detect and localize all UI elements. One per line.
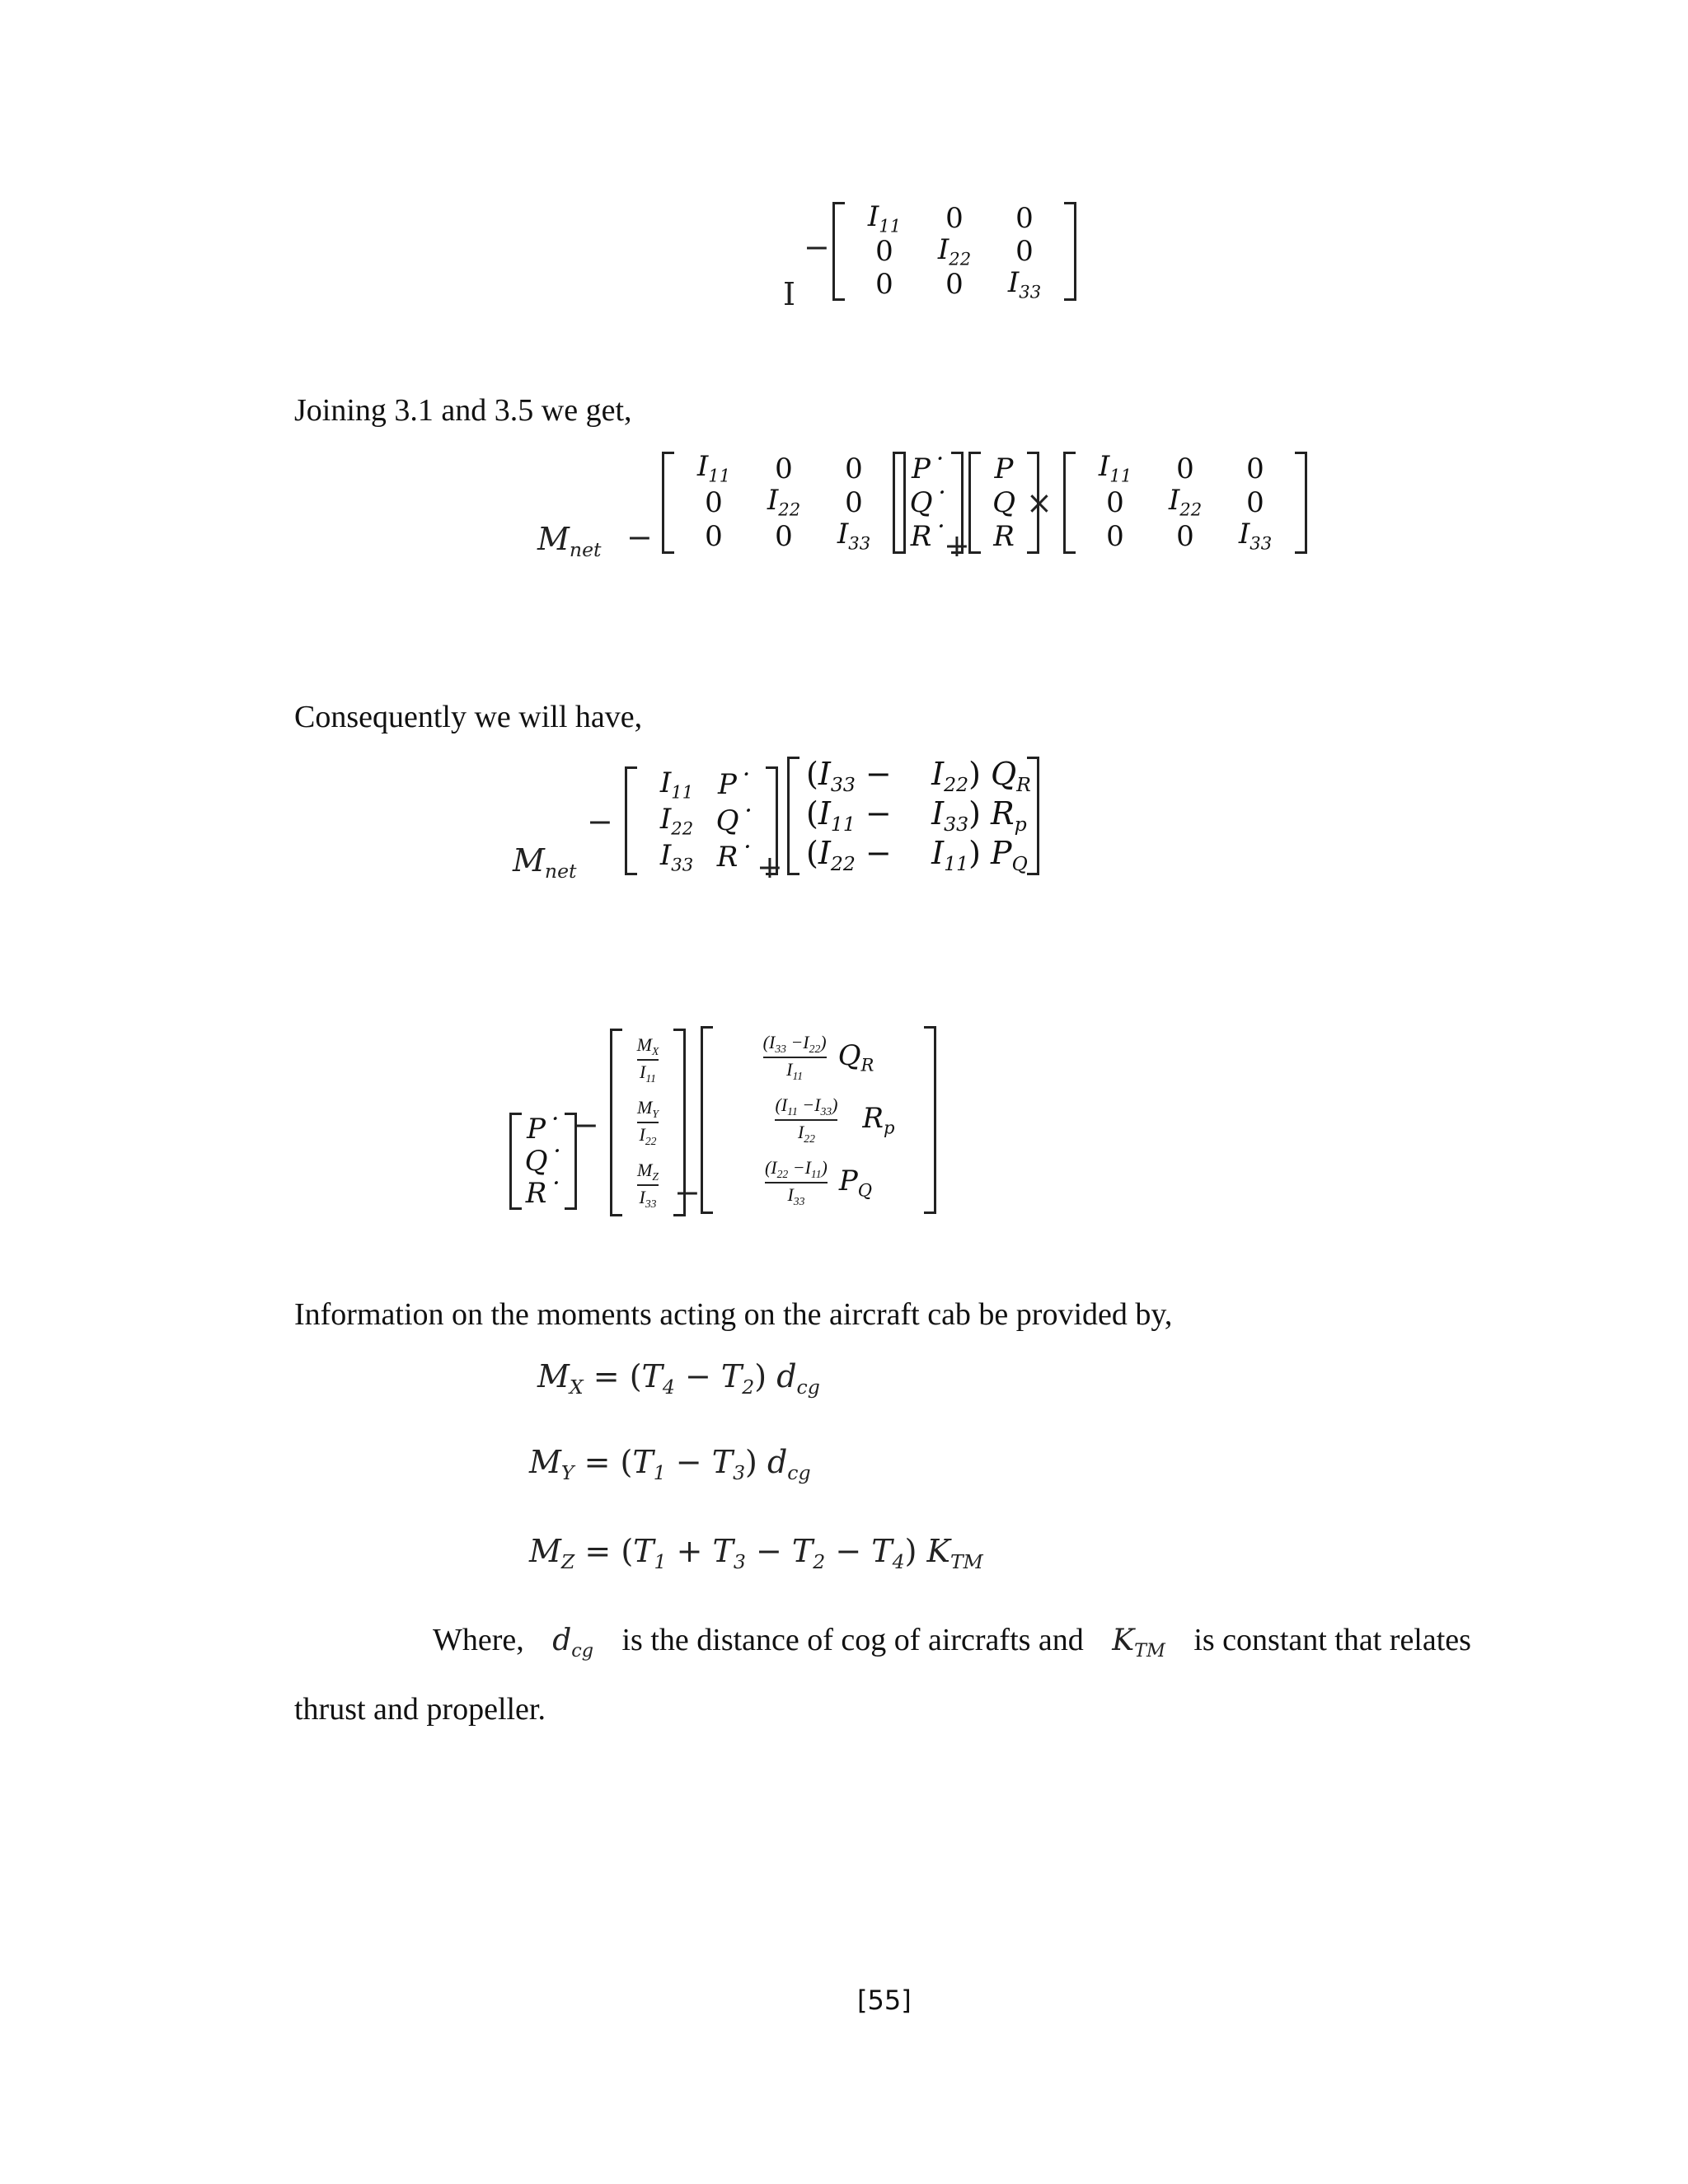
eq4-minus-2: − xyxy=(674,1174,701,1211)
eq2-plus: + xyxy=(944,527,970,564)
equation-my: $M_Y = (T_1 - T_3)$ $d_{cg}$ xyxy=(529,1444,811,1485)
matrix-cell: 0 xyxy=(1015,202,1034,235)
paragraph-information: Information on the moments acting on the aircraft cab be provided by, xyxy=(294,1297,1173,1332)
equation-mz: $M_Z = (T_1 + T_3 - T_2 - T_4)$ $K_{TM}$ xyxy=(529,1533,983,1574)
paragraph-where: Where, $d_{cg}$ is the distance of cog of aircrafts and $K_{TM}$ is constant that relates xyxy=(433,1623,1471,1661)
matrix-cell: $I_{11}$ xyxy=(867,199,902,237)
eq1-inertia-matrix xyxy=(832,199,1076,302)
eq2-pqr-vector: P Q R xyxy=(968,452,1039,554)
paragraph-where-continued: thrust and propeller. xyxy=(294,1692,546,1727)
eq3-lhs-mnet: $M_{net}$ xyxy=(513,842,577,883)
paragraph-consequently: Consequently we will have, xyxy=(294,700,643,734)
matrix-cell: $I_{22}$ xyxy=(937,232,972,269)
eq3-inertia-rate-matrix: $I_{11}$ P˙ $I_{22}$ Q˙ $I_{33}$ R˙ xyxy=(625,766,778,875)
eq1-lhs-I: I xyxy=(783,276,796,312)
eq2-lhs-mnet: $M_{net}$ xyxy=(537,521,602,562)
eq4-minus: − xyxy=(573,1107,599,1143)
eq3-minus: − xyxy=(587,804,613,840)
eq4-moment-ratio-vector: $\frac{M_X}{I_{11}}$ $\frac{M_Y}{I_{22}}$ $\frac{M_Z}{I_{33}}$ xyxy=(610,1029,686,1216)
eq2-inertia-matrix-1: $I_{11}$ 0 0 0 $I_{22}$ 0 0 0 $I_{33}$ xyxy=(662,452,906,554)
matrix-cell: $I_{33}$ xyxy=(1007,265,1042,302)
eq2-pqr-dot-vector: P˙ Q˙ R˙ xyxy=(893,452,964,554)
matrix-cell: 0 xyxy=(875,268,893,301)
matrix-cell: 0 xyxy=(945,202,964,235)
page-number: [55] xyxy=(857,1985,912,2016)
eq4-pqr-dot-vector: P˙ Q˙ R˙ xyxy=(509,1113,577,1210)
eq2-inertia-matrix-2: $I_{11}$ 0 0 0 $I_{22}$ 0 0 0 $I_{33}$ xyxy=(1063,452,1307,554)
matrix-cell: 0 xyxy=(945,268,964,301)
eq4-coupling-vector: $\frac{(I_{33} -I_{22})}{I_{11}}$ $Q_R$ $\frac{(I_{11} -I_{33})}{I_{22}}$ $R_p$ $\frac{(I_{22} -I_{11})}{I_{33}}$ $P_Q$ xyxy=(701,1026,936,1214)
equation-mx: $M_X = (T_4 - T_2)$ $d_{cg}$ xyxy=(537,1358,820,1399)
eq2-times: × xyxy=(1026,485,1053,521)
eq2-minus: − xyxy=(626,519,653,555)
eq3-plus: + xyxy=(757,849,783,885)
matrix-cell: 0 xyxy=(875,235,893,268)
eq1-minus: − xyxy=(804,229,830,265)
matrix-cell: 0 xyxy=(1015,235,1034,268)
paragraph-joining: Joining 3.1 and 3.5 we get, xyxy=(294,393,632,428)
eq3-coupling-matrix: ($I_{33}$ − $I_{22}$) $Q_R$ ($I_{11}$ − $I_{33}$) $R_p$ ($I_{22}$ − $I_{11}$) $P_Q$ xyxy=(787,757,1039,875)
